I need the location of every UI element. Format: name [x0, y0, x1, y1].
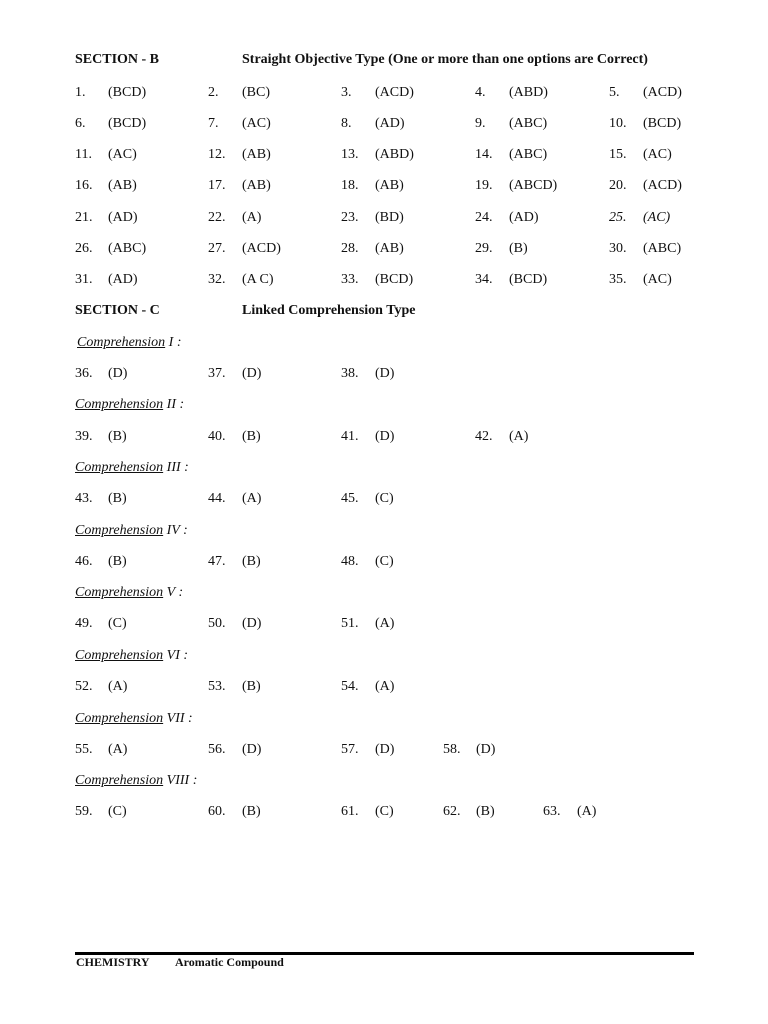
answer-option: (AC) — [643, 210, 671, 225]
answer-option: (C) — [375, 491, 394, 506]
question-number: 31. — [75, 272, 93, 287]
question-number: 51. — [341, 616, 359, 631]
question-number: 3. — [341, 85, 352, 100]
comprehension-numeral: VI — [166, 648, 180, 663]
question-number: 41. — [341, 429, 359, 444]
comprehension-label — [77, 335, 182, 351]
comprehension-numeral: V — [166, 585, 175, 600]
question-number: 23. — [341, 210, 359, 225]
comprehension-word: Comprehension — [75, 773, 164, 788]
answer-option: (AB) — [242, 147, 271, 162]
question-number: 12. — [208, 147, 226, 162]
question-number: 22. — [208, 210, 226, 225]
answer-option: (AC) — [108, 147, 137, 162]
answer-option: (AD) — [375, 116, 405, 131]
question-number: 11. — [75, 147, 92, 162]
answer-option: (ABC) — [643, 241, 682, 256]
question-number: 42. — [475, 429, 493, 444]
question-number: 4. — [475, 85, 486, 100]
answer-option: (ABC) — [509, 116, 548, 131]
answer-option: (A) — [509, 429, 529, 444]
comprehension-label — [75, 773, 197, 789]
comprehension-label — [75, 397, 184, 413]
answer-option: (A C) — [242, 272, 274, 287]
comprehension-word: Comprehension — [77, 335, 166, 350]
question-number: 36. — [75, 366, 93, 381]
answer-option: (C) — [375, 554, 394, 569]
comprehension-word: Comprehension — [75, 397, 164, 412]
answer-option: (A) — [242, 491, 262, 506]
question-number: 53. — [208, 679, 226, 694]
comprehension-colon: : — [179, 397, 185, 412]
answer-option: (ACD) — [643, 85, 682, 100]
question-number: 26. — [75, 241, 93, 256]
answer-option: (AB) — [108, 178, 137, 193]
question-number: 52. — [75, 679, 93, 694]
question-number: 35. — [609, 272, 627, 287]
question-number: 57. — [341, 742, 359, 757]
answer-option: (C) — [108, 804, 127, 819]
question-number: 48. — [341, 554, 359, 569]
answer-option: (D) — [375, 742, 395, 757]
comprehension-label — [75, 648, 188, 664]
answer-option: (B) — [108, 429, 127, 444]
answer-option: (D) — [375, 429, 395, 444]
question-number: 37. — [208, 366, 226, 381]
answer-option: (D) — [375, 366, 395, 381]
answer-option: (A) — [577, 804, 597, 819]
answer-option: (B) — [242, 429, 261, 444]
question-number: 62. — [443, 804, 461, 819]
answer-option: (A) — [375, 679, 395, 694]
answer-option: (C) — [108, 616, 127, 631]
answer-option: (A) — [108, 679, 128, 694]
answer-option: (B) — [242, 554, 261, 569]
question-number: 25. — [609, 210, 627, 225]
answer-option: (A) — [108, 742, 128, 757]
question-number: 1. — [75, 85, 86, 100]
question-number: 45. — [341, 491, 359, 506]
comprehension-word: Comprehension — [75, 711, 164, 726]
question-number: 43. — [75, 491, 93, 506]
comprehension-numeral: II — [166, 397, 176, 412]
comprehension-numeral: VIII — [166, 773, 190, 788]
comprehension-colon: : — [176, 335, 182, 350]
comprehension-word: Comprehension — [75, 523, 164, 538]
question-number: 27. — [208, 241, 226, 256]
answer-option: (AC) — [643, 272, 672, 287]
comprehension-numeral: IV — [166, 523, 180, 538]
question-number: 40. — [208, 429, 226, 444]
question-number: 50. — [208, 616, 226, 631]
comprehension-colon: : — [183, 648, 189, 663]
comprehension-colon: : — [184, 460, 189, 475]
answer-option: (AB) — [375, 178, 404, 193]
comprehension-colon: : — [192, 773, 198, 788]
question-number: 21. — [75, 210, 93, 225]
question-number: 39. — [75, 429, 93, 444]
question-number: 7. — [208, 116, 219, 131]
answer-option: (A) — [242, 210, 262, 225]
question-number: 46. — [75, 554, 93, 569]
answer-option: (B) — [476, 804, 495, 819]
section-b-title: Straight Objective Type (One or more than one options are Correct) — [242, 52, 648, 67]
comprehension-colon: : — [183, 523, 188, 538]
comprehension-numeral: VII — [166, 711, 185, 726]
question-number: 8. — [341, 116, 352, 131]
question-number: 59. — [75, 804, 93, 819]
answer-option: (D) — [476, 742, 496, 757]
question-number: 10. — [609, 116, 627, 131]
question-number: 63. — [543, 804, 561, 819]
question-number: 34. — [475, 272, 493, 287]
answer-option: (ABD) — [509, 85, 548, 100]
answer-option: (ABCD) — [509, 178, 558, 193]
answer-option: (AB) — [242, 178, 271, 193]
comprehension-word: Comprehension — [75, 585, 164, 600]
question-number: 24. — [475, 210, 493, 225]
question-number: 28. — [341, 241, 359, 256]
footer-rule — [75, 952, 694, 955]
footer-subject: CHEMISTRY — [76, 955, 150, 969]
comprehension-label — [75, 460, 189, 476]
section-b-heading: SECTION - B — [75, 52, 160, 67]
comprehension-label — [75, 523, 188, 539]
answer-option: (ABC) — [108, 241, 147, 256]
answer-option: (ABD) — [375, 147, 414, 162]
answer-option: (AC) — [643, 147, 672, 162]
question-number: 5. — [609, 85, 620, 100]
answer-option: (B) — [108, 554, 127, 569]
question-number: 56. — [208, 742, 226, 757]
question-number: 55. — [75, 742, 93, 757]
answer-option: (BC) — [242, 85, 270, 100]
answer-option: (BCD) — [509, 272, 548, 287]
question-number: 16. — [75, 178, 93, 193]
comprehension-label — [75, 711, 193, 727]
question-number: 6. — [75, 116, 86, 131]
question-number: 60. — [208, 804, 226, 819]
answer-option: (B) — [242, 804, 261, 819]
question-number: 44. — [208, 491, 226, 506]
comprehension-word: Comprehension — [75, 460, 164, 475]
question-number: 38. — [341, 366, 359, 381]
section-c-heading: SECTION - C — [75, 303, 160, 318]
question-number: 54. — [341, 679, 359, 694]
question-number: 14. — [475, 147, 493, 162]
answer-option: (B) — [242, 679, 261, 694]
question-number: 29. — [475, 241, 493, 256]
answer-option: (D) — [242, 616, 262, 631]
comprehension-label — [75, 585, 183, 601]
answer-option: (ACD) — [643, 178, 682, 193]
question-number: 47. — [208, 554, 226, 569]
answer-option: (AB) — [375, 241, 404, 256]
question-number: 18. — [341, 178, 359, 193]
answer-option: (D) — [242, 366, 262, 381]
comprehension-colon: : — [178, 585, 184, 600]
answer-option: (B) — [509, 241, 528, 256]
answer-option: (BCD) — [643, 116, 682, 131]
answer-option: (A) — [375, 616, 395, 631]
question-number: 58. — [443, 742, 461, 757]
question-number: 30. — [609, 241, 627, 256]
comprehension-word: Comprehension — [75, 648, 164, 663]
answer-option: (BD) — [375, 210, 404, 225]
answer-option: (AD) — [108, 272, 138, 287]
answer-option: (D) — [242, 742, 262, 757]
question-number: 19. — [475, 178, 493, 193]
answer-option: (ABC) — [509, 147, 548, 162]
answer-option: (BCD) — [108, 116, 147, 131]
question-number: 49. — [75, 616, 93, 631]
answer-option: (D) — [108, 366, 128, 381]
answer-option: (ACD) — [375, 85, 414, 100]
question-number: 15. — [609, 147, 627, 162]
answer-option: (BCD) — [375, 272, 414, 287]
answer-option: (B) — [108, 491, 127, 506]
question-number: 32. — [208, 272, 226, 287]
question-number: 13. — [341, 147, 359, 162]
question-number: 2. — [208, 85, 219, 100]
footer-chapter: Aromatic Compound — [175, 955, 284, 969]
answer-option: (AD) — [509, 210, 539, 225]
answer-option: (AC) — [242, 116, 271, 131]
answer-option: (ACD) — [242, 241, 281, 256]
section-c-title: Linked Comprehension Type — [242, 303, 416, 318]
question-number: 33. — [341, 272, 359, 287]
question-number: 20. — [609, 178, 627, 193]
comprehension-numeral: I — [168, 335, 174, 350]
question-number: 17. — [208, 178, 226, 193]
comprehension-colon: : — [188, 711, 193, 726]
answer-option: (BCD) — [108, 85, 147, 100]
question-number: 61. — [341, 804, 359, 819]
question-number: 9. — [475, 116, 486, 131]
answer-option: (AD) — [108, 210, 138, 225]
answer-option: (C) — [375, 804, 394, 819]
comprehension-numeral: III — [166, 460, 181, 475]
